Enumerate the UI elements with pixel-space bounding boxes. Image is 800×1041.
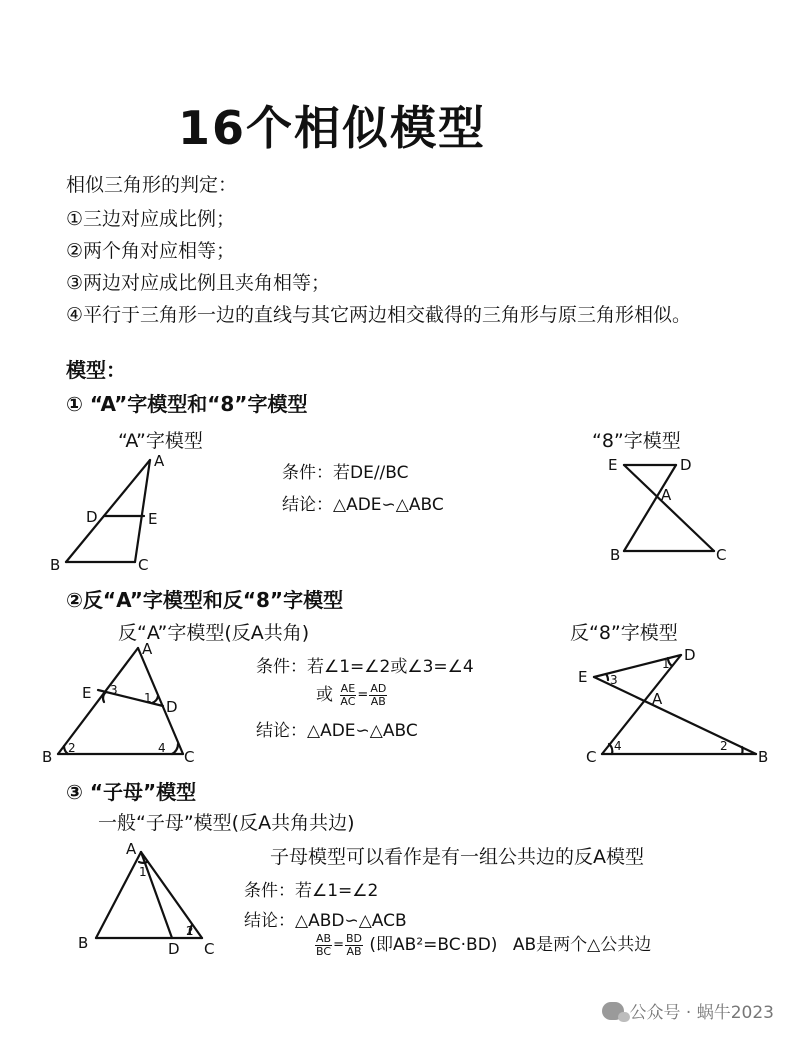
page-title: 16个相似模型 [178,101,487,155]
label-a: A [154,452,165,470]
or-label: 或 [316,685,333,705]
section1-title: ① “A”字模型和“8”字模型 [66,392,308,416]
section2-condition: 条件：若∠1=∠2或∠3=∠4 [256,657,474,677]
label-c: C [204,940,215,958]
a-model-title: “A”字模型 [118,430,203,452]
watermark-text: 公众号 · 蜗牛2023 [629,1003,774,1023]
eight-model-title: “8”字模型 [592,430,681,452]
section3-ratio: $\frac{AB}{BC}$ = $\frac{BD}{AB}$ (即AB²=BC·BD) AB是两个△公共边 [316,931,652,958]
fraction-ae-ac: $\frac{AE}{AC}$ [340,681,356,708]
label-b: B [78,934,89,952]
section3-subtitle: 一般“子母”模型(反A共角共边) [98,812,355,834]
reverse-a-title: 反“A”字模型(反A共角) [118,622,310,644]
angle-1: 1 [144,691,152,705]
label-b: B [758,748,769,766]
label-a: A [142,640,153,658]
angle-4: 4 [614,739,622,753]
common-side-note: AB是两个△公共边 [512,935,652,955]
criteria-item-2: ②两个角对应相等； [66,240,236,262]
reverse-eight-title: 反“8”字模型 [570,622,678,644]
models-heading: 模型： [66,358,126,382]
criteria-item-4: ④平行于三角形一边的直线与其它两边相交截得的三角形与原三角形相似。 [66,304,692,326]
label-a: A [652,690,663,708]
section3-title: ③ “子母”模型 [66,780,197,804]
criteria-item-1: ①三边对应成比例； [66,208,236,230]
section2-title: ②反“A”字模型和反“8”字模型 [66,588,344,612]
label-c: C [138,556,149,574]
section3-condition: 条件：若∠1=∠2 [244,881,379,901]
label-a: A [126,840,137,858]
label-d: D [684,646,696,664]
fraction-ad-ab: $\frac{AD}{AB}$ [370,681,387,708]
section2-conclusion: 结论：△ADE∽△ABC [256,721,418,741]
angle-4: 4 [158,741,166,755]
fraction-bd-ab: $\frac{BD}{AB}$ [345,931,363,958]
label-d: D [86,508,98,526]
label-d: D [168,940,180,958]
label-c: C [586,748,597,766]
label-e: E [578,668,588,686]
criteria-item-3: ③两边对应成比例且夹角相等； [66,272,331,294]
label-d: D [680,456,692,474]
fraction-ab-bc: $\frac{AB}{BC}$ [316,931,332,958]
label-b: B [610,546,621,564]
label-c: C [716,546,727,564]
criteria-heading: 相似三角形的判定： [66,174,238,196]
section1-condition: 条件：若DE//BC [282,463,409,483]
label-a: A [661,486,672,504]
angle-3: 3 [110,683,118,697]
section3-conclusion: 结论：△ABD∽△ACB [244,911,407,931]
label-b: B [42,748,53,766]
angle-1: 1 [662,657,670,671]
section2-or: 或 $\frac{AE}{AC}$ = $\frac{AD}{AB}$ [316,681,387,708]
label-b: B [50,556,61,574]
label-e: E [608,456,618,474]
section3-note: 子母模型可以看作是有一组公共边的反A模型 [270,846,644,868]
angle-2: 2 [68,741,76,755]
wechat-icon [602,1002,624,1020]
label-e: E [148,510,158,528]
label-d: D [166,698,178,716]
label-c: C [184,748,195,766]
ratio-explain: (即AB²=BC·BD) [369,935,498,955]
label-e: E [82,684,92,702]
section1-conclusion: 结论：△ADE∽△ABC [282,495,444,515]
angle-2: 2 [720,739,728,753]
angle-3: 3 [610,673,618,687]
watermark [602,998,774,1023]
angle-2: 2 [186,924,194,938]
angle-1: 1 [139,865,147,879]
